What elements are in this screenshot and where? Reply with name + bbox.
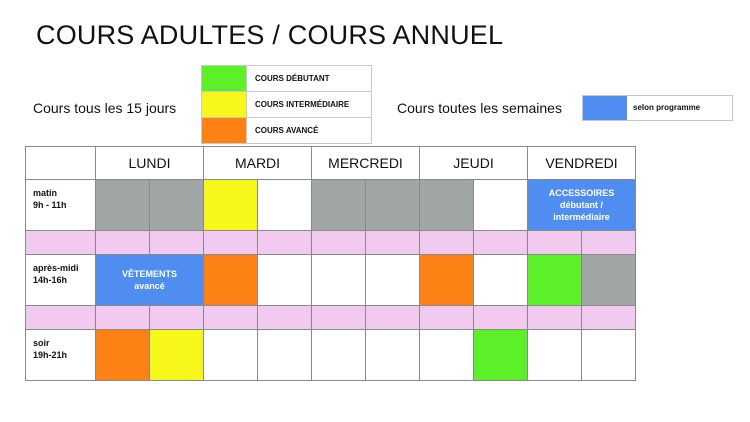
- row-apres-midi: [26, 255, 636, 306]
- separator-row: [26, 306, 636, 330]
- separator-cell: [312, 231, 366, 255]
- slot-cell: [528, 255, 582, 306]
- slot-cell: [582, 255, 636, 306]
- separator-cell: [26, 231, 96, 255]
- slot-cell: [258, 180, 312, 231]
- separator-cell: [420, 231, 474, 255]
- separator-row: [26, 231, 636, 255]
- slot-cell: [150, 330, 204, 381]
- separator-cell: [258, 231, 312, 255]
- slot-cell: [150, 180, 204, 231]
- legend-row-intermediaire: [202, 92, 372, 118]
- separator-cell: [528, 306, 582, 330]
- legend-swatch-orange: [202, 118, 247, 144]
- slot-cell: [420, 330, 474, 381]
- slot-cell: [96, 180, 150, 231]
- row-matin: [26, 180, 636, 231]
- event-vetements: VÊTEMENTS avancé: [96, 255, 204, 306]
- day-mardi: MARDI: [204, 147, 312, 180]
- schedule-grid: [25, 146, 636, 381]
- separator-cell: [366, 306, 420, 330]
- slot-cell: [474, 330, 528, 381]
- separator-cell: [204, 231, 258, 255]
- biweekly-label: Cours tous les 15 jours: [33, 100, 177, 116]
- separator-cell: [96, 306, 150, 330]
- row-label-soir: soir 19h-21h: [26, 330, 96, 381]
- slot-cell: [366, 180, 420, 231]
- day-jeudi: JEUDI: [420, 147, 528, 180]
- legend-swatch-yellow: [202, 92, 247, 118]
- slot-cell: [366, 255, 420, 306]
- slot-cell: [312, 180, 366, 231]
- legend-label-intermediaire: COURS INTERMÉDIAIRE: [247, 92, 372, 118]
- legend-row-avance: [202, 118, 372, 144]
- day-mercredi: MERCREDI: [312, 147, 420, 180]
- row-soir: [26, 330, 636, 381]
- separator-cell: [150, 231, 204, 255]
- programme-legend: [582, 95, 733, 121]
- separator-cell: [96, 231, 150, 255]
- slot-cell: [366, 330, 420, 381]
- slot-cell: [582, 330, 636, 381]
- level-legend: [201, 65, 372, 144]
- day-header-row: [26, 147, 636, 180]
- separator-cell: [420, 306, 474, 330]
- separator-cell: [258, 306, 312, 330]
- slot-cell: [312, 330, 366, 381]
- legend-label-avance: COURS AVANCÉ: [247, 118, 372, 144]
- slot-cell: [420, 255, 474, 306]
- weekly-label: Cours toutes les semaines: [397, 100, 562, 116]
- legend-swatch-blue: [583, 96, 627, 120]
- day-lundi: LUNDI: [96, 147, 204, 180]
- row-label-apres-midi: après-midi 14h-16h: [26, 255, 96, 306]
- slot-cell: [204, 255, 258, 306]
- legend-row-debutant: [202, 66, 372, 92]
- slot-cell: [528, 330, 582, 381]
- separator-cell: [474, 231, 528, 255]
- slot-cell: [258, 330, 312, 381]
- event-accessoires: ACCESSOIRES débutant / intermédiaire: [528, 180, 636, 231]
- slot-cell: [312, 255, 366, 306]
- row-label-matin: matin 9h - 11h: [26, 180, 96, 231]
- separator-cell: [528, 231, 582, 255]
- separator-cell: [204, 306, 258, 330]
- corner-cell: [26, 147, 96, 180]
- legend-swatch-green: [202, 66, 247, 92]
- separator-cell: [474, 306, 528, 330]
- slot-cell: [420, 180, 474, 231]
- separator-cell: [582, 306, 636, 330]
- legend-label-programme: selon programme: [633, 103, 701, 112]
- legend-label-debutant: COURS DÉBUTANT: [247, 66, 372, 92]
- slot-cell: [204, 330, 258, 381]
- separator-cell: [582, 231, 636, 255]
- page-title: COURS ADULTES / COURS ANNUEL: [36, 20, 504, 50]
- separator-cell: [150, 306, 204, 330]
- slot-cell: [96, 330, 150, 381]
- slot-cell: [474, 180, 528, 231]
- slot-cell: [258, 255, 312, 306]
- separator-cell: [312, 306, 366, 330]
- slot-cell: [474, 255, 528, 306]
- separator-cell: [366, 231, 420, 255]
- separator-cell: [26, 306, 96, 330]
- slot-cell: [204, 180, 258, 231]
- day-vendredi: VENDREDI: [528, 147, 636, 180]
